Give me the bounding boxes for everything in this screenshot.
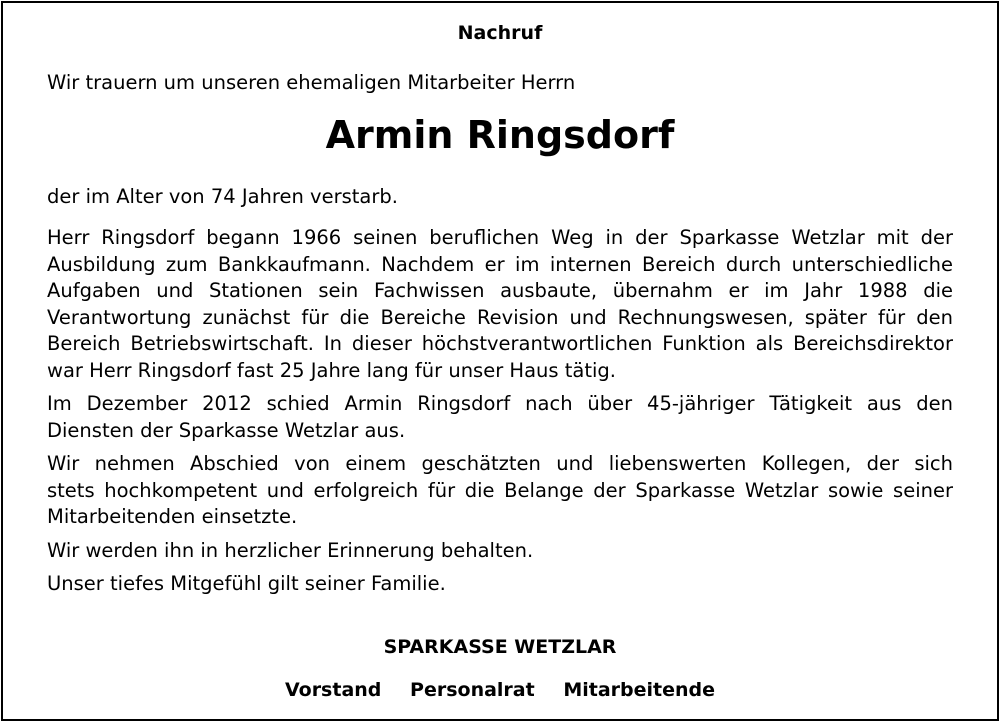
text-line: Wir nehmen Abschied von einem geschätzten und liebenswerten Kollegen, der sich (47, 452, 953, 475)
signers (0, 679, 1000, 701)
age-text: der im Alter von 74 Jahren verstarb. (47, 185, 398, 208)
notice-body (47, 225, 953, 605)
paragraph (47, 571, 953, 598)
text-line: Aufgaben und Stationen sein Fachwissen ausbaute, übernahm er im Jahr 1988 die (47, 279, 953, 302)
text-line: Unser tiefes Mitgefühl gilt seiner Familie. (47, 572, 446, 595)
paragraph (47, 391, 953, 444)
signer: Vorstand (284, 679, 382, 701)
text-line: Mitarbeitenden einsetzte. (47, 505, 298, 528)
signer: Personalrat (410, 679, 535, 701)
notice-title: Nachruf (457, 22, 543, 44)
paragraph (47, 225, 953, 384)
text-line: Diensten der Sparkasse Wetzlar aus. (47, 418, 406, 442)
text-line: Verantwortung zunächst für die Bereiche Revision und Rechnungswesen, später für den (47, 305, 953, 329)
text-line: Bereich Betriebswirtschaft. In dieser höchstverantwortlichen Funktion als Bereichsdirektor (47, 332, 953, 355)
paragraph (47, 451, 953, 531)
text-line: Im Dezember 2012 schied Armin Ringsdorf nach über 45-jähriger Tätigkeit aus den (47, 392, 953, 415)
text-line: Wir werden ihn in herzlicher Erinnerung behalten. (47, 538, 534, 562)
text-line: Herr Ringsdorf begann 1966 seinen beruflichen Weg in der Sparkasse Wetzlar mit der (47, 226, 953, 249)
text-line: stets hochkompetent und erfolgreich für die Belange der Sparkasse Wetzlar sowie seiner (47, 478, 953, 502)
organization-name: SPARKASSE WETZLAR (383, 636, 617, 658)
text-line: war Herr Ringsdorf fast 25 Jahre lang für unser Haus tätig. (47, 358, 616, 382)
paragraph (47, 538, 953, 565)
deceased-name: Armin Ringsdorf (325, 113, 675, 157)
text-line: Ausbildung zum Bankkaufmann. Nachdem er im internen Bereich durch unterschiedliche (47, 252, 953, 276)
signer: Mitarbeitende (563, 679, 716, 701)
intro-text: Wir trauern um unseren ehemaligen Mitarbeiter Herrn (47, 71, 576, 94)
